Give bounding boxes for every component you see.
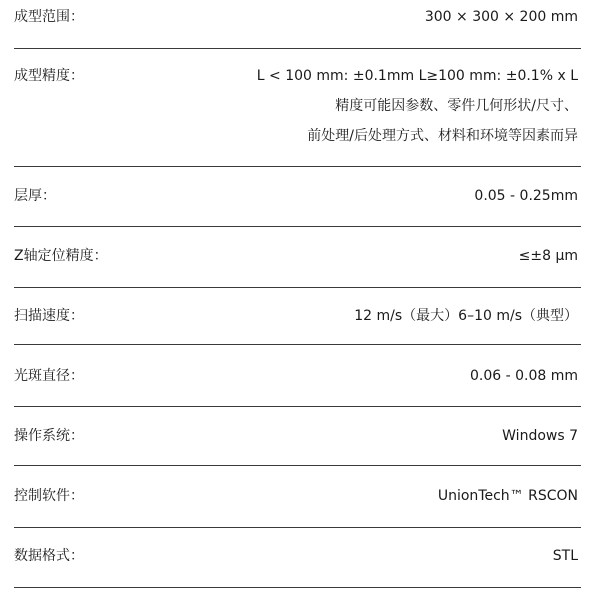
spec-value [470, 361, 581, 391]
spec-value [354, 301, 581, 331]
spec-value [502, 421, 581, 451]
spec-value [257, 61, 581, 151]
spec-label: 数据格式： [14, 548, 84, 564]
spec-label: 成型范围： [14, 9, 84, 25]
spec-value [519, 241, 581, 271]
spec-row-data-format [14, 541, 581, 588]
spec-row-control-software [14, 481, 581, 528]
spec-row-scan-speed [14, 301, 581, 345]
spec-value-line: L < 100 mm: ±0.1mm L≥100 mm: ±0.1% x L [256, 68, 578, 84]
spec-value [438, 481, 581, 511]
spec-value-line: 精度可能因参数、零件几何形状/尺寸、 [335, 98, 578, 114]
spec-value-line: ≤±8 μm [518, 248, 578, 264]
spec-value-line: 0.06 - 0.08 mm [469, 368, 578, 384]
spec-value-line: 300 × 300 × 200 mm [424, 9, 578, 25]
spec-label: 层厚： [14, 188, 56, 204]
spec-value-line: 0.05 - 0.25mm [474, 188, 578, 204]
spec-label: 光斑直径： [14, 368, 84, 384]
spec-value [553, 541, 581, 571]
spec-value-line: UnionTech™ RSCON [437, 488, 578, 504]
spec-value-line: STL [552, 548, 578, 564]
spec-label: 扫描速度： [14, 308, 84, 324]
spec-row-layer-thickness [14, 181, 581, 227]
spec-value-line: Windows 7 [502, 428, 578, 444]
spec-label: 控制软件： [14, 488, 84, 504]
spec-row-spot-diameter [14, 361, 581, 407]
spec-label: 成型精度： [14, 68, 84, 84]
spec-row-operating-system [14, 421, 581, 466]
spec-value-line: 前处理/后处理方式、材料和环境等因素而异 [307, 128, 578, 144]
spec-value-line: 12 m/s（最大）6–10 m/s（典型） [354, 308, 578, 324]
spec-label: Z轴定位精度： [14, 248, 108, 264]
spec-row-build-volume [14, 2, 581, 49]
spec-row-z-axis-accuracy [14, 241, 581, 288]
spec-label: 操作系统： [14, 428, 84, 444]
spec-value [425, 2, 581, 32]
spec-row-accuracy [14, 61, 581, 167]
spec-value [474, 181, 581, 211]
